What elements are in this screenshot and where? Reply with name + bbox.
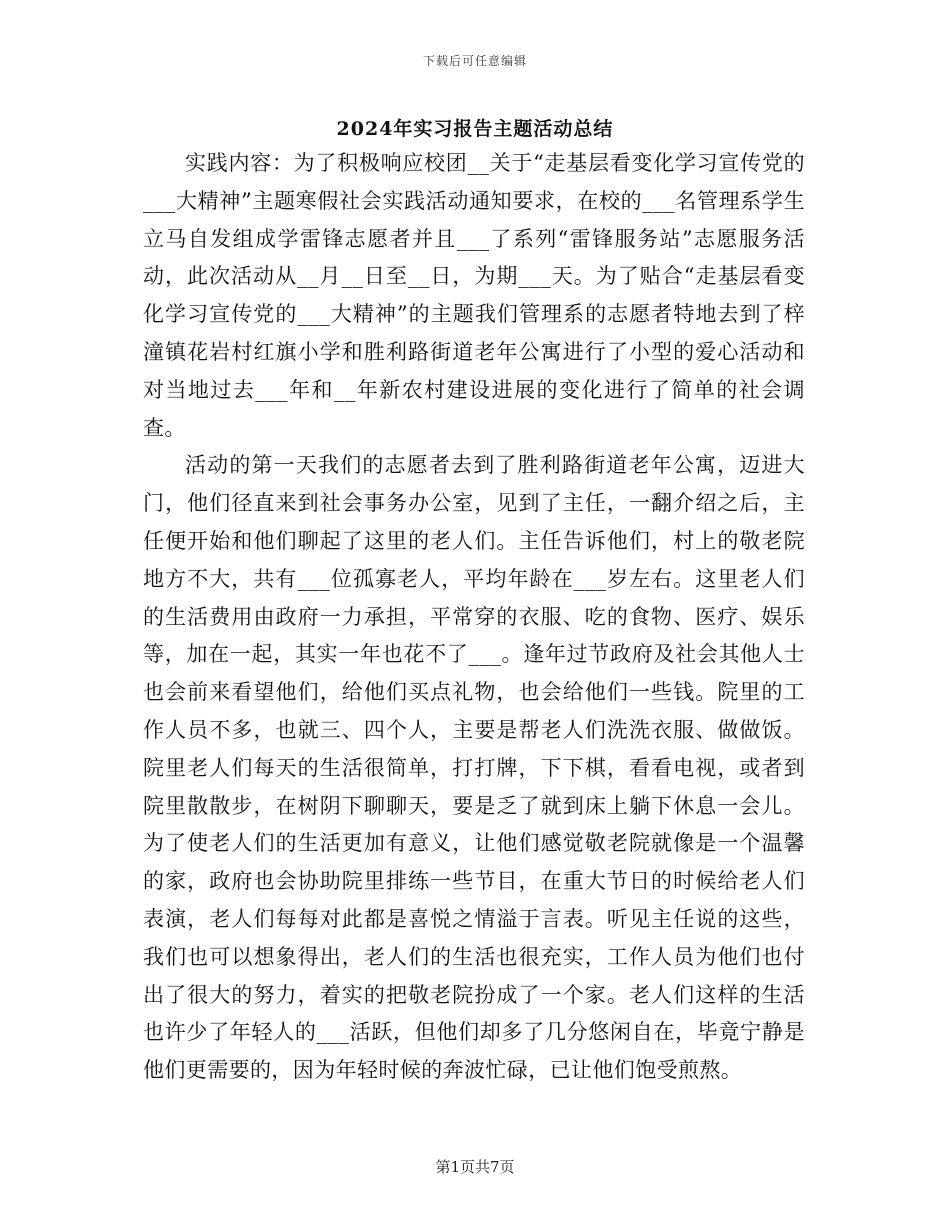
paragraph-practice-content: 实践内容：为了积极响应校团__关于“走基层看变化学习宣传党的___大精神”主题寒假社会实践活动通知要求，在校的___名管理系学生立马自发组成学雷锋志愿者并且___了系列“雷锋服务站”志愿服务活动，此次活动从__月__日至__日，为期___天。为了贴合“走基层看变化学习宣传党的___大精神”的主题我们管理系的志愿者特地去到了梓潼镇花岩村红旗小学和胜利路街道老年公寓进行了小型的爱心活动和对当地过去___年和__年新农村建设进展的变化进行了简单的社会调查。: [143, 151, 805, 440]
download-edit-note: 下载后可任意编辑: [422, 54, 527, 68]
page-number: 第1页共7页: [435, 1158, 515, 1176]
paragraph-first-day-activity: 活动的第一天我们的志愿者去到了胜利路街道老年公寓，迈进大门，他们径直来到社会事务办公室，见到了主任，一翻介绍之后，主任便开始和他们聊起了这里的老人们。主任告诉他们，村上的敬老院地方不大，共有___位孤寡老人，平均年龄在___岁左右。这里老人们的生活费用由政府一力承担，平常穿的衣服、吃的食物、医疗、娱乐等，加在一起，其实一年也花不了___。逢年过节政府及社会其他人士也会前来看望他们，给他们买点礼物，也会给他们一些钱。院里的工作人员不多，也就三、四个人，主要是帮老人们洗洗衣服、做做饭。院里老人们每天的生活很简单，打打牌，下下棋，看看电视，或者到院里散散步，在树阴下聊聊天，要是乏了就到床上躺下休息一会儿。为了使老人们的生活更加有意义，让他们感觉敬老院就像是一个温馨的家，政府也会协助院里排练一些节目，在重大节日的时候给老人们表演，老人们每每对此都是喜悦之情溢于言表。听见主任说的这些，我们也可以想象得出，老人们的生活也很充实，工作人员为他们也付出了很大的努力，着实的把敬老院扮成了一个家。老人们这样的生活也许少了年轻人的___活跃，但他们却多了几分悠闲自在，毕竟宁静是他们更需要的，因为年轻时候的奔波忙碌，已让他们饱受煎熬。: [143, 453, 805, 1083]
document-body: [143, 145, 805, 1090]
document-title: 2024年实习报告主题活动总结: [336, 118, 614, 140]
